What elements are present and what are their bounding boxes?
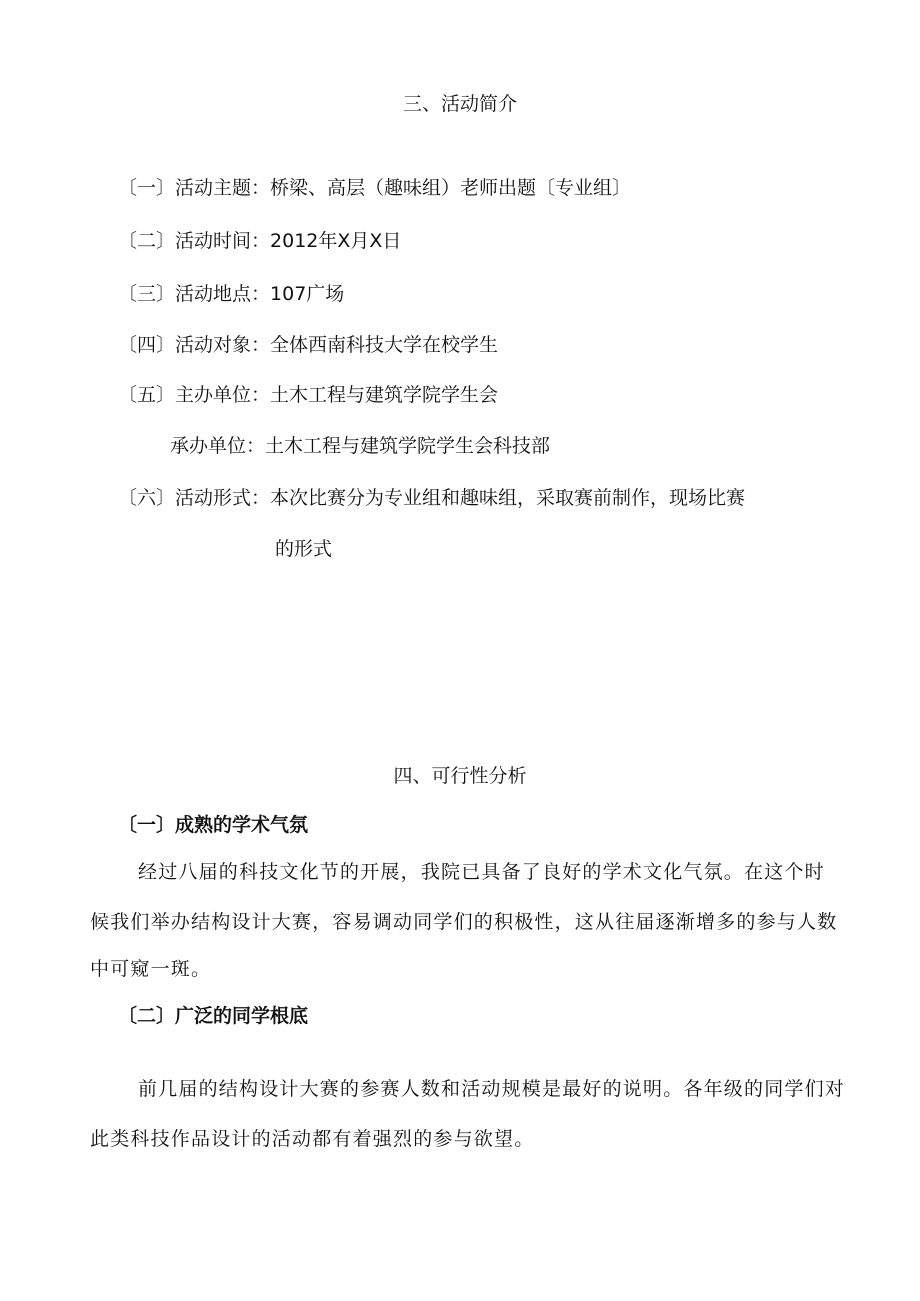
- item-theme-value: 桥梁、高层（趣味组）老师出题〔专业组〕: [270, 177, 632, 199]
- item-theme-label: 〔一〕活动主题：: [118, 177, 271, 199]
- subsection-1-line-3: 中可窥一斑。: [90, 958, 212, 980]
- item-format: [118, 485, 745, 511]
- subsection-2-line-1: 前几届的结构设计大赛的参赛人数和活动规模是最好的说明。各年级的同学们对: [138, 1078, 846, 1100]
- subsection-2-heading: 〔二〕广泛的同学根底: [118, 1005, 309, 1027]
- section-3-title: 三、活动简介: [402, 93, 517, 115]
- item-organizer-value: 土木工程与建筑学院学生会: [270, 384, 499, 406]
- item-co-organizer: [170, 433, 550, 459]
- item-format-value: 本次比赛分为专业组和趣味组，采取赛前制作，现场比赛: [270, 487, 746, 509]
- subsection-1-line-1: 经过八届的科技文化节的开展，我院已具备了良好的学术文化气氛。在这个时: [138, 861, 825, 883]
- item-location-value: 107广场: [270, 283, 345, 305]
- subsection-2-line-2: 此类科技作品设计的活动都有着强烈的参与欲望。: [90, 1128, 535, 1150]
- item-location: [118, 281, 344, 307]
- item-co-organizer-label: 承办单位：: [170, 435, 266, 457]
- item-location-label: 〔三〕活动地点：: [118, 283, 271, 305]
- item-format-continuation: 的形式: [275, 538, 333, 560]
- item-time-value: 2012年X月X日: [270, 230, 402, 252]
- subsection-1-line-2: 候我们举办结构设计大赛，容易调动同学们的积极性，这从往届逐渐增多的参与人数: [90, 911, 838, 933]
- item-audience: [118, 332, 498, 358]
- item-time: [118, 228, 401, 254]
- item-audience-value: 全体西南科技大学在校学生: [270, 334, 499, 356]
- item-audience-label: 〔四〕活动对象：: [118, 334, 271, 356]
- item-organizer: [118, 382, 498, 408]
- item-co-organizer-value: 土木工程与建筑学院学生会科技部: [265, 435, 551, 457]
- item-theme: [118, 175, 631, 201]
- item-time-label: 〔二〕活动时间：: [118, 230, 271, 252]
- section-4-title: 四、可行性分析: [393, 765, 527, 787]
- item-organizer-label: 〔五〕主办单位：: [118, 384, 271, 406]
- item-format-label: 〔六〕活动形式：: [118, 487, 271, 509]
- subsection-1-heading: 〔一〕成熟的学术气氛: [118, 814, 309, 836]
